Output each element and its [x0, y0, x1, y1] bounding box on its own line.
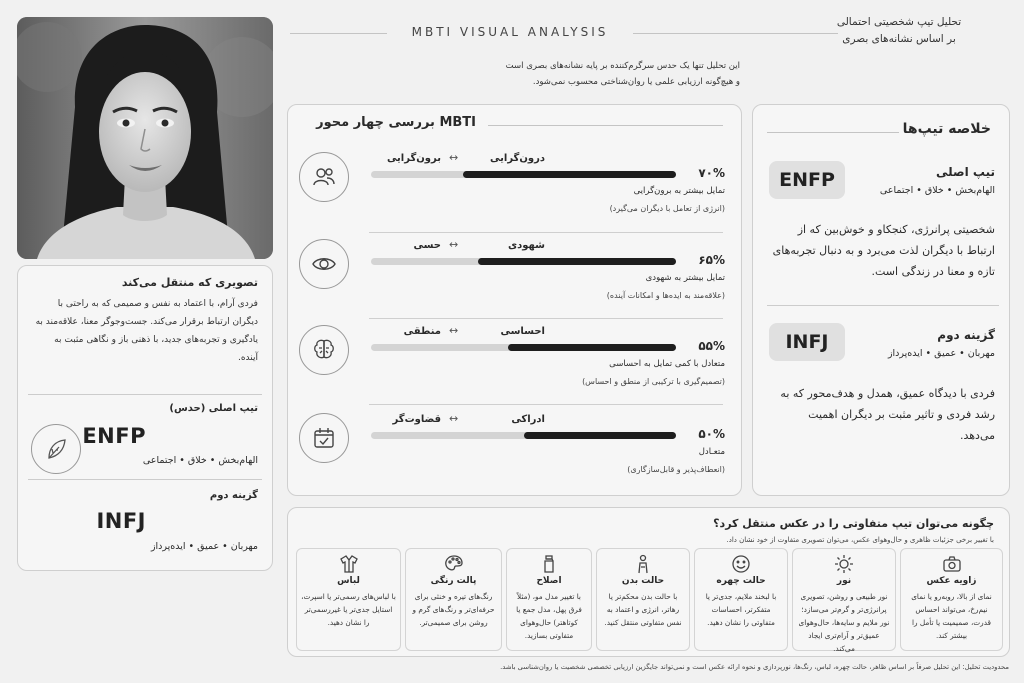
axis-row-perceiving	[288, 410, 743, 495]
factor-label: لباس	[337, 576, 360, 586]
intro-line-1: این تحلیل تنها یک حدس سرگرم‌کننده بر پایه نشانه‌های بصری است	[505, 61, 740, 71]
axis-note-detail: (تصمیم‌گیری با ترکیبی از منطق و احساس)	[582, 377, 725, 386]
factor-card	[900, 548, 1003, 651]
factor-description: با تغییر مدل مو، (مثلاً فرق پهل، مدل جمع یا کوتاهتر) حال‌وهوای متفاوتی بسازید.	[516, 592, 582, 640]
summary-primary-label: تیپ اصلی	[935, 165, 995, 179]
axis-note-detail: (علاقه‌مند به ایده‌ها و امکانات آینده)	[606, 291, 725, 300]
factor-description: نور طبیعی و روشن، تصویری پرانرژی‌تر و گرم‌تر می‌سازد؛ نور ملایم و سایه‌ها، حال‌وهوای عمیق‌تر و آرام‌تری ایجاد می‌کند.	[798, 592, 890, 653]
axis-pole-b: حسی	[413, 240, 441, 251]
axis-arrow: ↔	[449, 151, 459, 164]
axis-pole-b: قضاوت‌گر	[392, 414, 441, 425]
axis-arrow: ↔	[449, 412, 459, 425]
summary-title: خلاصه تیپ‌ها	[902, 121, 991, 137]
factor-card	[596, 548, 690, 651]
impression-divider	[28, 394, 262, 395]
axis-pole-a: درون‌گرایی	[490, 153, 545, 164]
summary-second-traits: مهربان • عمیق • ایده‌پرداز	[887, 348, 995, 359]
calendar-check-icon	[299, 413, 349, 463]
second-type-label: گزینه دوم	[209, 490, 258, 501]
footer-disclaimer: محدودیت تحلیل: این تحلیل صرفاً بر اساس ظاهر، حالت چهره، لباس، رنگ‌ها، نورپردازی و نحوه ارائه عکس است و نمی‌تواند جایگزین ارزیابی تخصصی شخصیت یا روان‌شناسی باشد.	[500, 663, 1009, 671]
axis-divider	[369, 404, 723, 405]
summary-primary-description: شخصیتی پرانرژی، کنجکاو و خوش‌بین که از ارتباط با دیگران لذت می‌برد و به دنبال تجربه‌های تازه و معنا در زندگی است.	[772, 223, 995, 278]
factor-card	[296, 548, 401, 651]
axis-bar	[371, 171, 676, 178]
factor-card	[792, 548, 896, 651]
factor-card	[506, 548, 592, 651]
axis-divider	[369, 232, 723, 233]
axis-bar-fill	[463, 171, 677, 178]
second-type-code: INFJ	[96, 509, 146, 533]
primary-type-code: ENFP	[82, 424, 146, 448]
factor-description: رنگ‌های تیره و خنثی برای حرفه‌ای‌تر و رنگ‌های گرم و روشن برای صمیمی‌تر.	[412, 592, 495, 627]
axis-percent: ۶۵%	[698, 253, 725, 267]
how-to-change-card	[287, 507, 1010, 657]
summary-title-rule	[767, 132, 899, 133]
impression-description: فردی آرام، با اعتماد به نفس و صمیمی که به راحتی با دیگران ارتباط برقرار می‌کند. جست‌وجوگر معنا، علاقه‌مند به یادگیری و تجربه‌های جدید، با ذهنی باز و نگاهی مثبت به آینده.	[35, 299, 258, 363]
sun-icon	[797, 554, 891, 574]
primary-type-label: تیپ اصلی (حدس)	[169, 403, 258, 414]
impression-title: تصویری که منتقل می‌کند	[121, 276, 258, 289]
how-subtitle: با تغییر برخی جزئیات ظاهری و حال‌وهوای عکس، می‌توان تصویری متفاوت از خود نشان داد.	[726, 536, 994, 544]
subtitle-line-1: تحلیل تیپ شخصیتی احتمالی	[836, 16, 962, 28]
title-rule-right	[633, 33, 838, 34]
axis-percent: ۷۰%	[698, 166, 725, 180]
factor-label: نور	[836, 576, 852, 586]
factor-card	[405, 548, 502, 651]
summary-primary-code: ENFP	[769, 161, 845, 199]
factor-label: زاویه عکس	[926, 576, 977, 586]
bottle-icon	[511, 554, 587, 574]
axis-note: متعـادل	[698, 447, 725, 457]
factor-card	[694, 548, 788, 651]
axis-note-detail: (انرژی از تعامل با دیگران می‌گیرد)	[609, 204, 725, 213]
axis-note: تمایل بیشتر به برون‌گرایی	[633, 186, 725, 196]
axes-title-rule	[488, 125, 723, 126]
camera-icon	[905, 554, 998, 574]
axis-note: متعادل با کمی تمایل به احساسی	[609, 359, 725, 369]
second-type-traits: مهربان • عمیق • ایده‌پرداز	[150, 541, 258, 552]
factor-label: اصلاح	[536, 576, 562, 586]
axis-bar-fill	[508, 344, 676, 351]
axis-bar	[371, 432, 676, 439]
axis-percent: ۵۰%	[698, 427, 725, 441]
factor-description: نمای از بالا، روبه‌رو یا نمای نیم‌رخ، می‌تواند احساس قدرت، صمیمیت یا تأمل را بیشتر کند.	[911, 592, 992, 640]
factor-description: با لباس‌های رسمی‌تر یا اسپرت، استایل جدی‌تر یا غیررسمی‌تر را نشان دهید.	[301, 592, 396, 627]
axis-pole-b: برون‌گرایی	[386, 153, 441, 164]
summary-second-label: گزینه دوم	[937, 328, 995, 342]
person-icon	[601, 554, 685, 574]
axis-bar-fill	[478, 258, 676, 265]
axes-title: بررسی چهار محور MBTI	[316, 115, 476, 130]
factor-description: با لبخند ملایم، جدی‌تر یا متفکرتر، احساسات متفاوتی را نشان دهید.	[705, 592, 777, 627]
summary-primary-traits: الهام‌بخش • خلاق • اجتماعی	[879, 185, 995, 196]
axis-arrow: ↔	[449, 324, 459, 337]
axis-pole-a: ادراکی	[511, 414, 545, 425]
types-summary-card	[752, 104, 1010, 496]
title-rule-left	[290, 33, 387, 34]
axis-pole-a: شهودی	[507, 240, 545, 251]
factor-label: پالت رنگی	[430, 576, 477, 586]
factor-description: با حالت بدن محکم‌تر یا رهاتر، انرژی و اعتماد به نفس متفاوتی منتقل کنید.	[604, 592, 682, 627]
leaf-icon	[31, 424, 81, 474]
axis-arrow: ↔	[449, 238, 459, 251]
intro-text	[430, 58, 740, 90]
page-title: MBTI VISUAL ANALYSIS	[411, 25, 609, 39]
axis-bar	[371, 258, 676, 265]
factor-label: حالت بدن	[621, 576, 665, 586]
axis-pole-b: منطقی	[403, 326, 441, 337]
axis-row-feeling	[288, 322, 743, 407]
subtitle-line-2: بر اساس نشانه‌های بصری	[842, 33, 956, 45]
summary-second-code: INFJ	[769, 323, 845, 361]
axis-bar	[371, 344, 676, 351]
summary-second-description: فردی با دیدگاه عمیق، همدل و هدف‌محور که به رشد فردی و تاثیر مثبت بر دیگران اهمیت می‌دهد.	[780, 387, 995, 442]
smile-icon	[699, 554, 783, 574]
axis-row-extraversion	[288, 149, 743, 234]
factor-label: حالت چهره	[716, 576, 766, 586]
intro-line-2: و هیچ‌گونه ارزیابی علمی یا روان‌شناختی محسوب نمی‌شود.	[532, 77, 740, 87]
palette-icon	[410, 554, 497, 574]
axis-row-intuition	[288, 236, 743, 321]
axis-note: تمایل بیشتر به شهودی	[645, 273, 725, 283]
axis-bar-fill	[524, 432, 677, 439]
type-divider	[28, 479, 262, 480]
shirt-icon	[301, 554, 396, 574]
image-impression-card	[17, 265, 273, 571]
summary-divider	[767, 305, 999, 306]
axis-divider	[369, 318, 723, 319]
mbti-axes-card	[287, 104, 742, 496]
portrait-photo	[17, 17, 273, 259]
brain-icon	[299, 325, 349, 375]
page-subtitle	[809, 14, 989, 48]
primary-type-traits: الهام‌بخش • خلاق • اجتماعی	[142, 455, 258, 466]
people-icon	[299, 152, 349, 202]
axis-percent: ۵۵%	[698, 339, 725, 353]
how-title: چگونه می‌توان تیپ متفاوتی را در عکس منتقل کرد؟	[713, 517, 994, 530]
axis-note-detail: (انعطاف‌پذیر و قابل‌سازگاری)	[627, 465, 725, 474]
eye-icon	[299, 239, 349, 289]
axis-pole-a: احساسی	[500, 326, 545, 337]
